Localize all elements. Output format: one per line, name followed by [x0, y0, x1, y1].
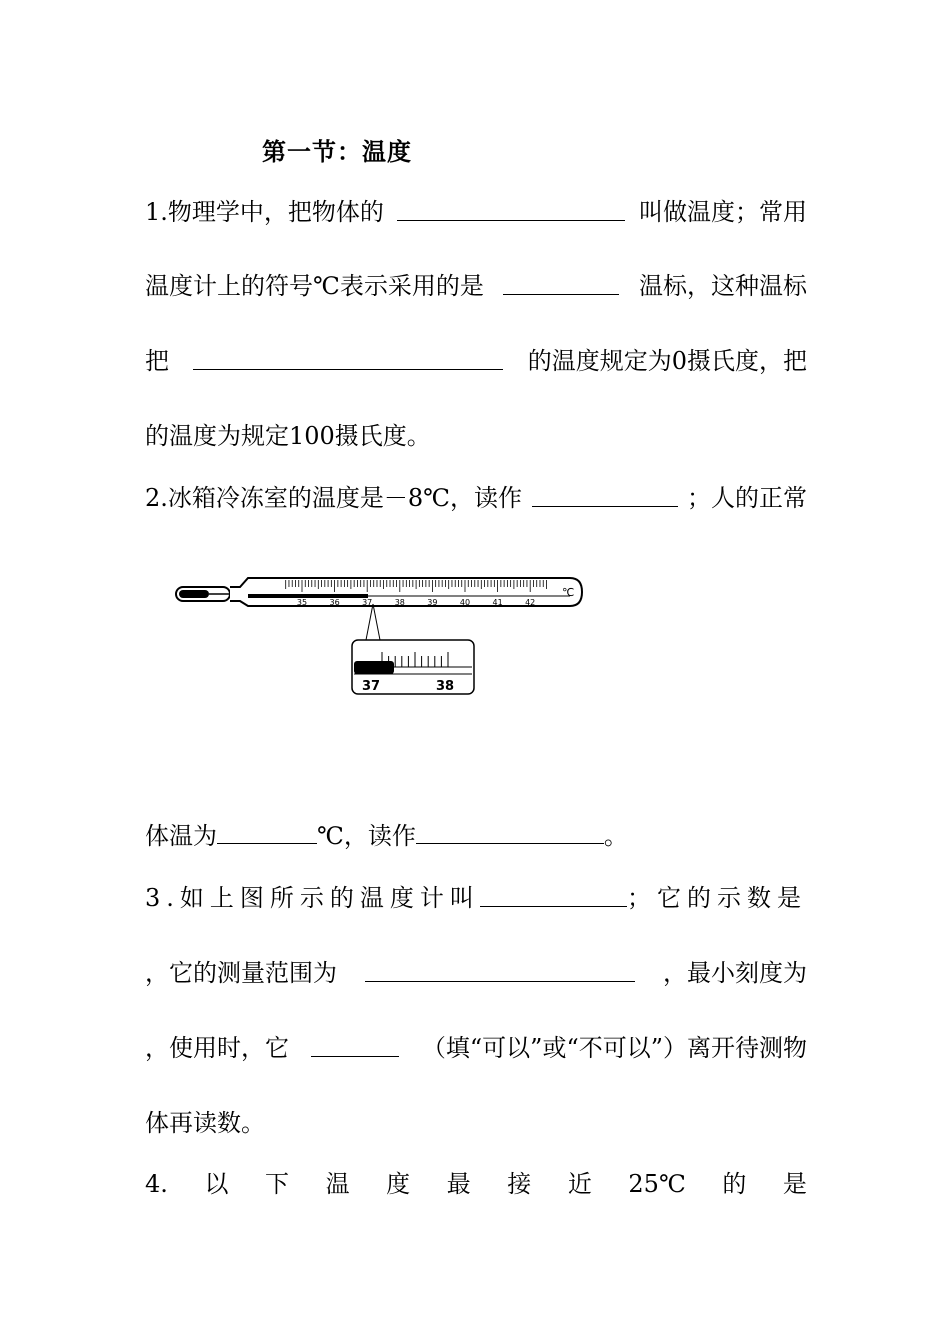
q4-word: 是 [782, 1170, 807, 1198]
scale-label: 37 [362, 598, 373, 607]
zoom-label-37: 37 [361, 679, 381, 694]
q2-blank-3[interactable] [416, 817, 604, 844]
q4-word: 下 [265, 1170, 290, 1198]
thermometer-figure [170, 570, 590, 705]
q3-text-4: 体再读数。 [145, 1109, 265, 1137]
q1-blank-3[interactable] [193, 343, 503, 370]
callout-line-left [366, 604, 373, 640]
q1-blank-2[interactable] [503, 268, 619, 295]
callout-line-right [373, 604, 380, 640]
q1-text-3a: 把 [145, 347, 169, 375]
q3-text-2a: ，它的测量范围为 [145, 959, 337, 987]
q1-text-1b: 叫做温度；常用 [639, 198, 807, 226]
scale-label: 39 [427, 598, 438, 607]
section-title: 第一节：温度 [262, 138, 412, 166]
q2-blank-2[interactable] [217, 817, 317, 844]
q2-text-1b: ；人的正常 [686, 484, 807, 512]
scale-label: 40 [459, 598, 471, 607]
q3-text-3b: （填“可以”或“不可以”）离开待测物 [421, 1034, 807, 1062]
q2-text-2a: 体温为 [145, 822, 217, 850]
q3-blank-2[interactable] [365, 955, 635, 982]
q1-line-4 [145, 418, 807, 454]
zoom-label-38: 38 [435, 679, 455, 694]
q4-word: 接 [507, 1170, 532, 1198]
q3-line-2 [145, 955, 807, 991]
q4-word: 近 [567, 1170, 592, 1198]
q4-word: 的 [722, 1170, 747, 1198]
q4-word: 最 [446, 1170, 471, 1198]
q1-blank-1[interactable] [397, 194, 625, 221]
q1-text-2a: 温度计上的符号℃表示采用的是 [145, 272, 484, 300]
q3-line-3 [145, 1030, 807, 1066]
q2-line-2 [145, 817, 807, 853]
q3-blank-1[interactable] [480, 880, 627, 907]
q3-line-1 [145, 880, 807, 916]
scale-label: 41 [492, 598, 503, 607]
q3-blank-3[interactable] [311, 1030, 399, 1057]
q1-text-2b: 温标，这种温标 [638, 272, 807, 300]
q3-line-4 [145, 1105, 807, 1141]
scale-label: 35 [296, 598, 308, 607]
q4-word: 度 [386, 1170, 411, 1198]
scale-label: 42 [525, 598, 536, 607]
q4-word: 25℃ [628, 1170, 686, 1198]
q1-text-1a: 1.物理学中，把物体的 [145, 198, 384, 226]
thermometer-body [176, 578, 582, 607]
scale-label: 38 [394, 598, 405, 607]
q1-text-3b: 的温度规定为0摄氏度，把 [527, 347, 807, 375]
q4-word: 以 [204, 1170, 229, 1198]
q4-word: 4. [145, 1170, 168, 1198]
q2-blank-1[interactable] [532, 480, 678, 507]
q2-text-2b: ℃，读作 [317, 822, 416, 850]
q2-text-1a: 2.冰箱冷冻室的温度是－8℃，读作 [145, 484, 523, 512]
q1-line-3 [145, 343, 807, 379]
q4-line-1 [145, 1166, 807, 1202]
q1-line-2 [145, 268, 807, 304]
q4-word: 温 [325, 1170, 350, 1198]
q3-text-1a: 3.如上图所示的温度计叫 [145, 884, 480, 912]
q1-text-4: 的温度为规定100摄氏度。 [145, 422, 431, 450]
q3-text-1b: ；它的示数是 [627, 884, 807, 912]
q1-line-1 [145, 194, 807, 230]
scale-label: 36 [329, 598, 340, 607]
zoom-inset [352, 640, 474, 694]
q2-line-1 [145, 480, 807, 516]
unit-label: ℃ [562, 586, 575, 599]
q3-text-2b: ，最小刻度为 [663, 959, 807, 987]
q3-text-3a: ，使用时，它 [145, 1034, 289, 1062]
q2-text-2c: 。 [603, 822, 628, 850]
